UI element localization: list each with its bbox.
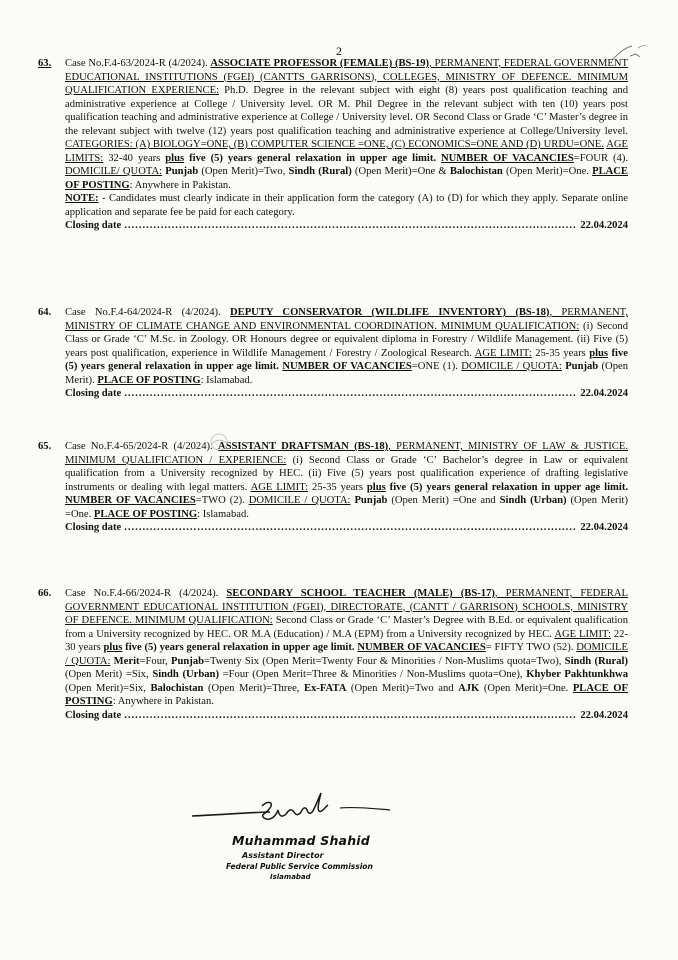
text-segment: plus [366,481,386,493]
text-segment: - Candidates must clearly indicate in their application form the category (A) to (D) for which they apply. Separate online application and separate fee be paid for each category. [65,193,628,218]
text-segment: NUMBER OF VACANCIES [65,495,196,506]
text-segment: AGE LIMIT: [250,481,309,493]
text-segment: Khyber Pakhtunkhwa [526,669,628,680]
text-segment: Case No.F.4-64/2024-R (4/2024). [65,307,230,318]
text-segment: Punjab [171,655,205,667]
text-segment: =ONE (1). [411,361,462,372]
text-segment: , PERMANENT, FEDERAL GOVERNMENT EDUCATIONAL INSTITUTIONS (FGEI) (CANTTS GARRISONS), COLLEGES, MINISTRY OF DEFENCE. MINIMUM QUALIFICATION EXPERIENCE: [65,58,628,96]
case-text [65,587,628,709]
text-segment: (i) Second Class or Grade ‘C’ Bachelor’s degree in Law or equivalent qualification from a University recognized by HEC. (ii) Five (5) years post qualification experience of drafting legislative instruments or dealing with legal matters. [65,454,628,493]
text-segment: Punjab [354,495,388,506]
text-segment: SECONDARY SCHOOL TEACHER (MALE) (BS-17) [226,588,495,599]
closing-date-row [65,521,628,535]
leader-dots [124,709,577,723]
text-segment: DOMICILE / QUOTA: [65,642,628,667]
closing-date-label: Closing date [65,388,122,399]
case-text [65,306,628,387]
closing-date-label: Closing date [65,220,122,231]
text-segment: Ph.D. Degree in the relevant subject with eight (8) years post qualification teaching and administrative experience at College / University level. OR M. Phil Degree in the relevant subject with ten (10) years post qualification teaching and administrative experience at College / University level. OR Second Class or Grade ‘C’ Master’s degree in the relevant subject with twelve (12) years post qualification teaching and administrative experience at College/University level. [65,85,628,137]
case-number: 63. [38,58,52,69]
text-segment: (Open Merit)=Two and [346,682,459,694]
text-segment: Punjab [565,361,599,372]
text-segment: Balochistan [150,682,204,694]
text-segment: AGE LIMIT: [554,628,611,640]
text-segment: DOMICILE/ QUOTA: [65,166,163,177]
handwritten-signature [190,790,450,834]
text-segment: plus [589,347,609,359]
text-segment: =Twenty Six (Open Merit=Twenty Four & Minorities / Non-Muslims quota=Two), [204,655,565,667]
text-segment: DEPUTY CONSERVATOR (WILDLIFE INVENTORY) (BS-18) [229,307,550,318]
leader-dots [124,521,577,535]
text-segment: DOMICILE / QUOTA: [461,361,562,372]
text-segment: DOMICILE / QUOTA: [248,495,351,506]
text-segment: Ex-FATA [303,682,347,694]
leader-dots [124,219,577,233]
text-segment: : Islamabad. [200,374,253,386]
text-segment: (Open Merit) =Six, [65,669,153,680]
closing-date-row [65,219,628,233]
text-segment: : Anywhere in Pakistan. [112,696,214,707]
closing-date-label: Closing date [65,522,122,533]
text-segment: (Open Merit)=One & [351,166,450,177]
text-segment: (Open Merit)=Three, [203,682,304,694]
text-segment: , PERMANENT, FEDERAL GOVERNMENT EDUCATIONAL INSTITUTION (FGEI), DIRECTORATE, (CANTT / GARRISON) SCHOOLS, MINISTRY OF DEFENCE. MINIMUM QUALIFICATION: [65,588,628,626]
text-segment: AGE LIMITS: [65,139,628,164]
text-segment: PLACE OF POSTING [65,682,628,707]
text-segment: five (5) years general relaxation in upper age limit. [122,642,355,653]
text-segment: Case No.F.4-63/2024-R (4/2024). [65,58,211,69]
closing-date-row [65,709,628,723]
text-segment: (Open Merit)=Six, [65,682,151,694]
text-segment: : Anywhere in Pakistan. [129,179,231,191]
text-segment: plus [103,642,123,653]
text-segment: 22-30 years [65,628,628,653]
closing-date-row [65,387,628,401]
case-63 [38,57,628,233]
closing-date-value: 22.04.2024 [580,522,628,533]
case-number: 64. [38,307,52,318]
text-segment: =Four (Open Merit=Three & Minorities / Non-Muslims quota=One), [218,669,527,680]
text-segment: =TWO (2). [195,495,249,506]
text-segment: (Open Merit)=Two, [198,166,289,177]
text-segment: five (5) years general relaxation in upper age limit. [184,152,436,164]
closing-date-value: 22.04.2024 [580,709,628,721]
page-number: 2 [336,44,342,58]
case-66 [38,587,628,722]
closing-date-value: 22.04.2024 [580,220,628,231]
text-segment: Sindh (Urban) [499,495,567,506]
text-segment: PLACE OF POSTING [65,166,628,191]
signatory-name: Muhammad Shahid [232,833,370,848]
text-segment: Second Class or Grade ‘C’ Master’s Degree with B.Ed. or equivalent qualification from a University recognized by HEC. OR M.A (Education) / M.A (EPM) from a University recognized by HEC. [65,615,628,640]
text-segment: , PERMANENT, MINISTRY OF LAW & JUSTICE. MINIMUM QUALIFICATION / EXPERIENCE: [65,441,628,466]
case-65 [38,440,628,535]
text-segment: PLACE OF POSTING [97,374,201,386]
text-segment: Case No.F.4-66/2024-R (4/2024). [65,588,227,599]
text-segment: five (5) years general relaxation in upper age limit. [65,347,628,372]
text-segment: (Open Merit) =One and [387,495,500,506]
text-segment: Sindh (Rural) [288,166,352,177]
text-segment: PLACE OF POSTING [93,508,198,520]
text-segment: , PERMANENT, MINISTRY OF CLIMATE CHANGE AND ENVIRONMENTAL COORDINATION. MINIMUM QUALIFICATION: [65,307,628,332]
text-segment: Sindh (Urban) [152,669,219,680]
text-segment: (Open Merit) =One. [65,495,629,520]
closing-date-label: Closing date [65,709,122,721]
text-segment: Merit [113,655,140,667]
text-segment: CATEGORIES: (A) BIOLOGY=ONE, (B) COMPUTER SCIENCE =ONE, (C) ECONOMICS=ONE AND (D) URDU=ONE. [65,139,605,150]
case-number: 66. [38,588,52,599]
text-segment: AJK [458,682,480,694]
text-segment: = FIFTY TWO (52). [485,642,577,653]
case-number: 65. [38,441,52,452]
text-segment: five (5) years general relaxation in upper age limit. [385,481,628,493]
text-segment: Case No.F.4-65/2024-R (4/2024). [65,441,218,452]
text-segment: Sindh (Rural) [564,655,628,667]
leader-dots [124,387,577,401]
text-segment: 32-40 years [103,152,166,164]
text-segment: NUMBER OF VACANCIES [282,361,412,372]
signatory-title: Assistant Director [242,851,324,860]
text-segment: NUMBER OF VACANCIES [357,642,486,653]
text-segment: (Open Merit). [65,361,629,386]
text-segment: ASSOCIATE PROFESSOR (FEMALE) (BS-19) [210,58,430,69]
text-segment: =Four, [139,655,172,667]
case-text [65,440,628,521]
text-segment: (Open Merit)=One. [502,166,593,177]
closing-date-value: 22.04.2024 [580,388,628,399]
text-segment: NUMBER OF VACANCIES [440,152,574,164]
text-segment: (i) Second Class or Grade ‘C’ M.Sc. in Zoology. OR Honours degree or equivalent diploma in Forestry / Wildlife Management. (ii) Five (5) years post qualification, experience in Wildlife Management / Forestry / Zoological Research. [65,320,628,359]
text-segment: ASSISTANT DRAFTSMAN (BS-18) [217,441,389,452]
signatory-city: Islamabad [270,873,311,881]
case-64 [38,306,628,401]
text-segment: plus [165,152,185,164]
text-segment: NOTE: [65,193,99,204]
text-segment: =FOUR (4). [573,152,628,164]
text-segment: 25-35 years [531,347,590,359]
text-segment: 25-35 years [308,481,367,493]
signatory-organization: Federal Public Service Commission [226,862,373,871]
text-segment: : Islamabad. [197,508,249,520]
faint-stamp-mark [206,432,232,452]
text-segment: AGE LIMIT: [474,347,532,359]
text-segment: (Open Merit)=One. [479,682,573,694]
case-text [65,57,628,219]
text-segment: Punjab [165,166,199,177]
text-segment: Balochistan [449,166,503,177]
